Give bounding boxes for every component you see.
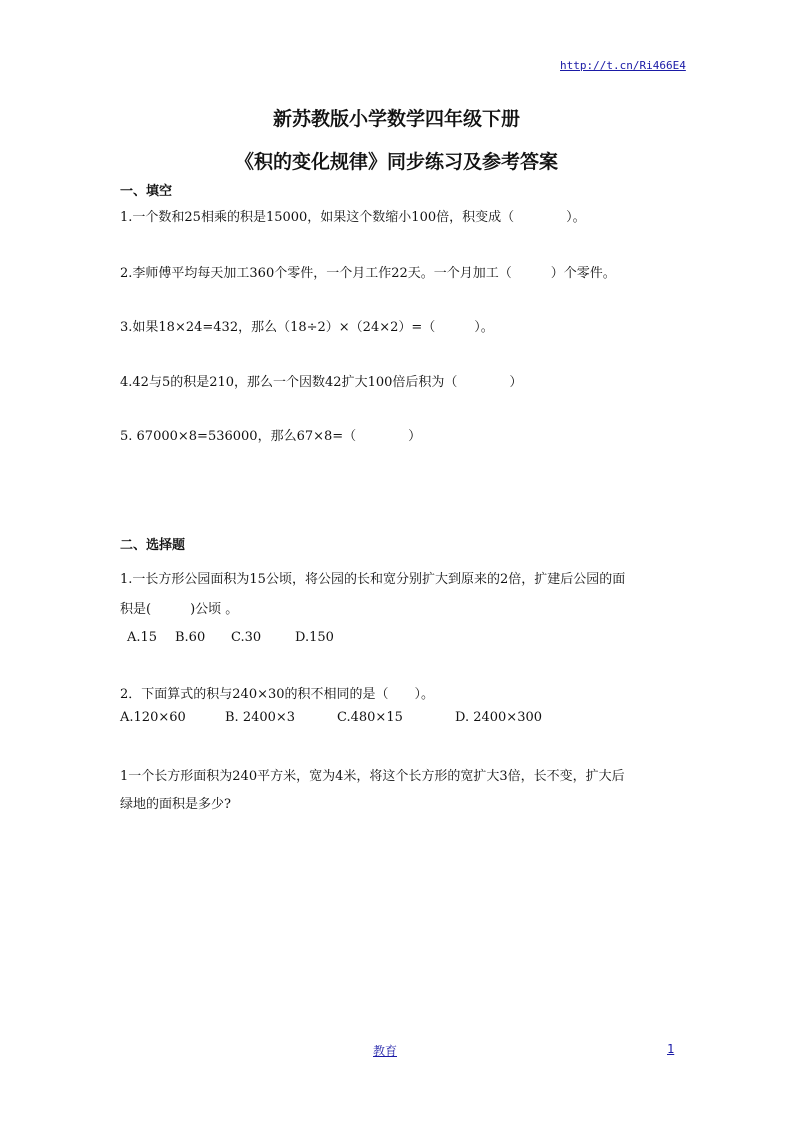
section-heading-choice: 二、选择题 xyxy=(120,538,186,553)
option-c: C.30 xyxy=(231,630,262,645)
option-a: A.15 xyxy=(127,630,158,645)
page-title: 新苏教版小学数学四年级下册 xyxy=(272,108,520,130)
option-b: B.60 xyxy=(175,630,206,645)
option-d: D.150 xyxy=(295,630,334,645)
choice-question-1-options xyxy=(0,630,793,648)
fill-question-3: 3.如果18×24=432，那么（18÷2）×（24×2）=（ ）。 xyxy=(120,320,494,335)
fill-question-2: 2.李师傅平均每天加工360个零件，一个月工作22天。一个月加工（ ）个零件。 xyxy=(120,266,616,281)
word-problem-line2: 绿地的面积是多少? xyxy=(120,797,231,812)
section-heading-fill-blank: 一、填空 xyxy=(120,184,173,199)
page-subtitle: 《积的变化规律》同步练习及参考答案 xyxy=(234,151,558,173)
option-c: C.480×15 xyxy=(337,710,403,725)
option-a: A.120×60 xyxy=(120,710,186,725)
fill-question-4: 4.42与5的积是210，那么一个因数42扩大100倍后积为（ ） xyxy=(120,375,523,390)
footer-link[interactable]: 教育 xyxy=(373,1044,398,1058)
choice-question-1-line1: 1.一长方形公园面积为15公顷，将公园的长和宽分别扩大到原来的2倍，扩建后公园的面 xyxy=(120,572,626,587)
word-problem-line1: 1一个长方形面积为240平方米，宽为4米，将这个长方形的宽扩大3倍，长不变，扩大后 xyxy=(120,769,625,784)
choice-question-1-line2: 积是( )公顷 。 xyxy=(120,602,239,617)
option-d: D. 2400×300 xyxy=(455,710,543,725)
choice-question-2-options xyxy=(0,710,793,728)
page-number[interactable]: 1 xyxy=(667,1042,675,1056)
header-url-link[interactable]: http://t.cn/Ri466E4 xyxy=(560,59,686,72)
option-b: B. 2400×3 xyxy=(225,710,296,725)
choice-question-2: 2．下面算式的积与240×30的积不相同的是（ ）。 xyxy=(120,687,435,702)
fill-question-1: 1.一个数和25相乘的积是15000，如果这个数缩小100倍，积变成（ ）。 xyxy=(120,210,586,225)
fill-question-5: 5. 67000×8=536000，那么67×8=（ ） xyxy=(120,429,422,444)
